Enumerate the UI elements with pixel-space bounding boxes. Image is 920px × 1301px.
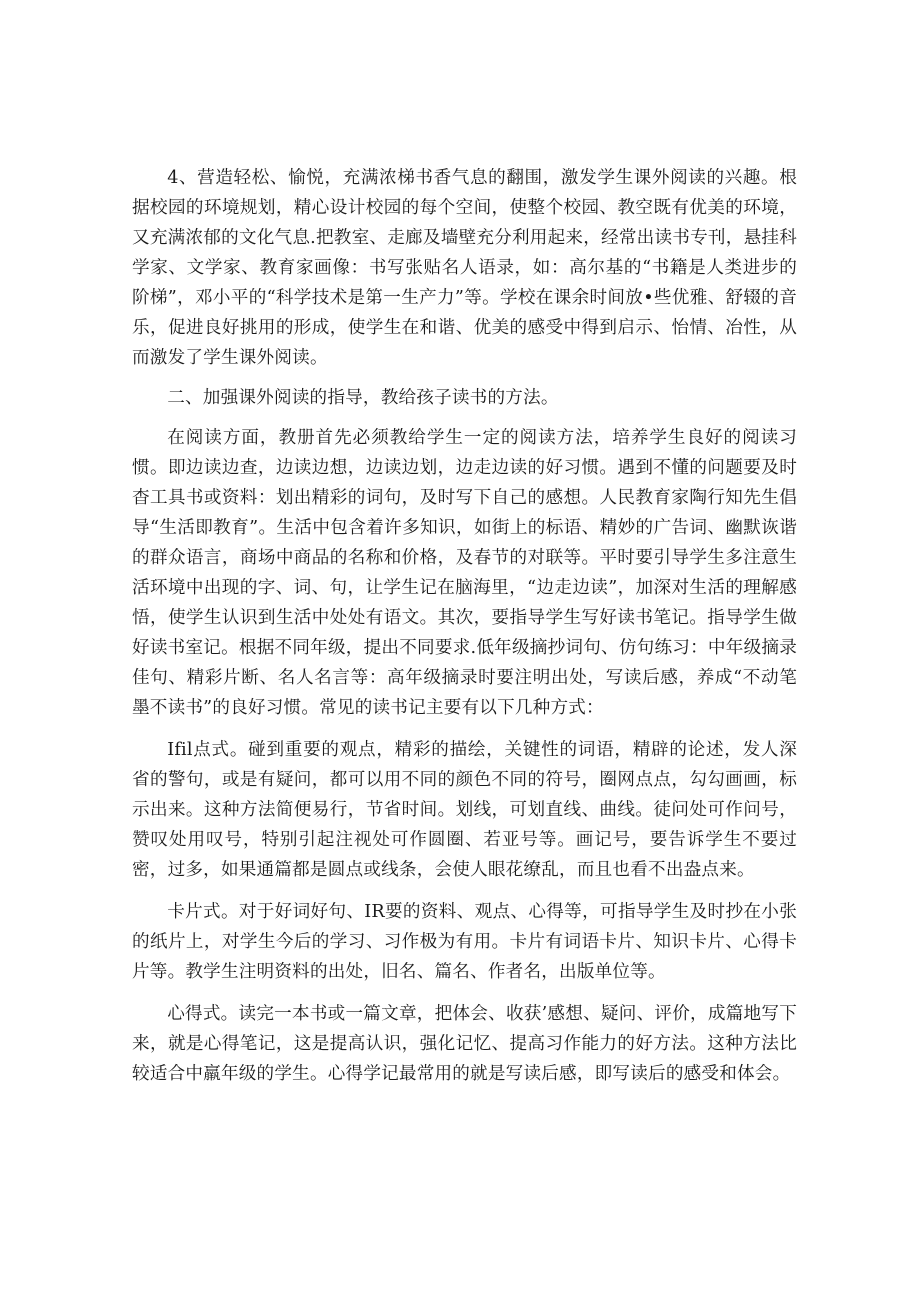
document-body bbox=[132, 163, 797, 1089]
paragraph-reading-methods: 在阅读方面，教册首先必须教给学生一定的阅读方法，培养学生良好的阅读习惯。即边读边查，边读边想，边读边划，边走边读的好习惯。遇到不懂的问题要及时杳工具书或资料：划出精彩的词句，及时写下自己的感想。人民教育家陶行知先生倡导“生活即教育”。生活中包含着许多知识，如街上的标语、精妙的广告词、幽默诙谐的群众语言，商场中商品的名称和价格，及春节的对联等。平时要引导学生多注意生活环境中出现的字、词、句，让学生记在脑海里，“边走边读”，加深对生活的理解感悟，使学生认识到生活中处处有语文。其次，要指导学生写好读书笔记。指导学生做好读书室记。根据不同年级，提出不同要求.低年级摘抄词句、仿句练习：中年级摘录佳句、精彩片断、名人名言等：高年级摘录时要注明出处，写读后感，养成“不动笔墨不读书”的良好习惯。常见的读书记主要有以下几种方式： bbox=[132, 428, 797, 718]
paragraph-card-method: 卡片式。对于好词好句、IR要的资料、观点、心得等，可指导学生及时抄在小张的纸片上，对学生今后的学习、习作极为有用。卡片有词语卡片、知识卡片、心得卡片等。教学生注明资料的出处，旧名、篇名、作者名，出版单位等。 bbox=[132, 902, 797, 982]
paragraph-environment: 4、营造轻松、愉悦，充满浓梯书香气息的翻围，激发学生课外阅读的兴趣。根据校园的环境规划，精心设计校园的每个空间，使整个校园、教空既有优美的环境，又充满浓郁的文化气息.把教室、走廊及墙壁充分利用起来，经常出读书专刊，悬挂科学家、文学家、教育家画像：书写张贴名人语录，如：高尔基的“书籍是人类进步的阶梯”，邓小平的“科学技术是第一生产力”等。学校在课余时间放•些优雅、舒辍的音乐，促进良好挑用的形成，使学生在和谐、优美的感受中得到启示、怡情、冶性，从而激发了学生课外阅读。 bbox=[132, 168, 797, 368]
paragraph-reflection-method: 心得式。读完一本书或一篇文章，把体会、收获’感想、疑问、评价，成篇地写下来，就是心得笔记，这是提高认识，强化记忆、提高习作能力的好方法。这种方法比较适合中羸年级的学生。心得学记最常用的就是写读后感，即写读后的感受和体会。 bbox=[132, 1004, 797, 1084]
paragraph-marking-method: Ifil点式。碰到重要的观点，精彩的描绘，关键性的词语，精辟的论述，发人深省的警句，或是有疑问，都可以用不同的颜色不同的符号，圈网点点，勾勾画画，标示出来。这种方法简便易行，节省时间。划线，可划直线、曲线。徒问处可作问号，赞叹处用叹号，特别引起注视处可作圆圈、若亚号等。画记号，要告诉学生不要过密，过多，如果通篇都是圆点或线条，会使人眼花缭乱，而且也看不出盎点来。 bbox=[132, 740, 797, 880]
section-heading-reading-guidance: 二、加强课外阅读的指导，教给孩子读书的方法。 bbox=[167, 388, 559, 408]
